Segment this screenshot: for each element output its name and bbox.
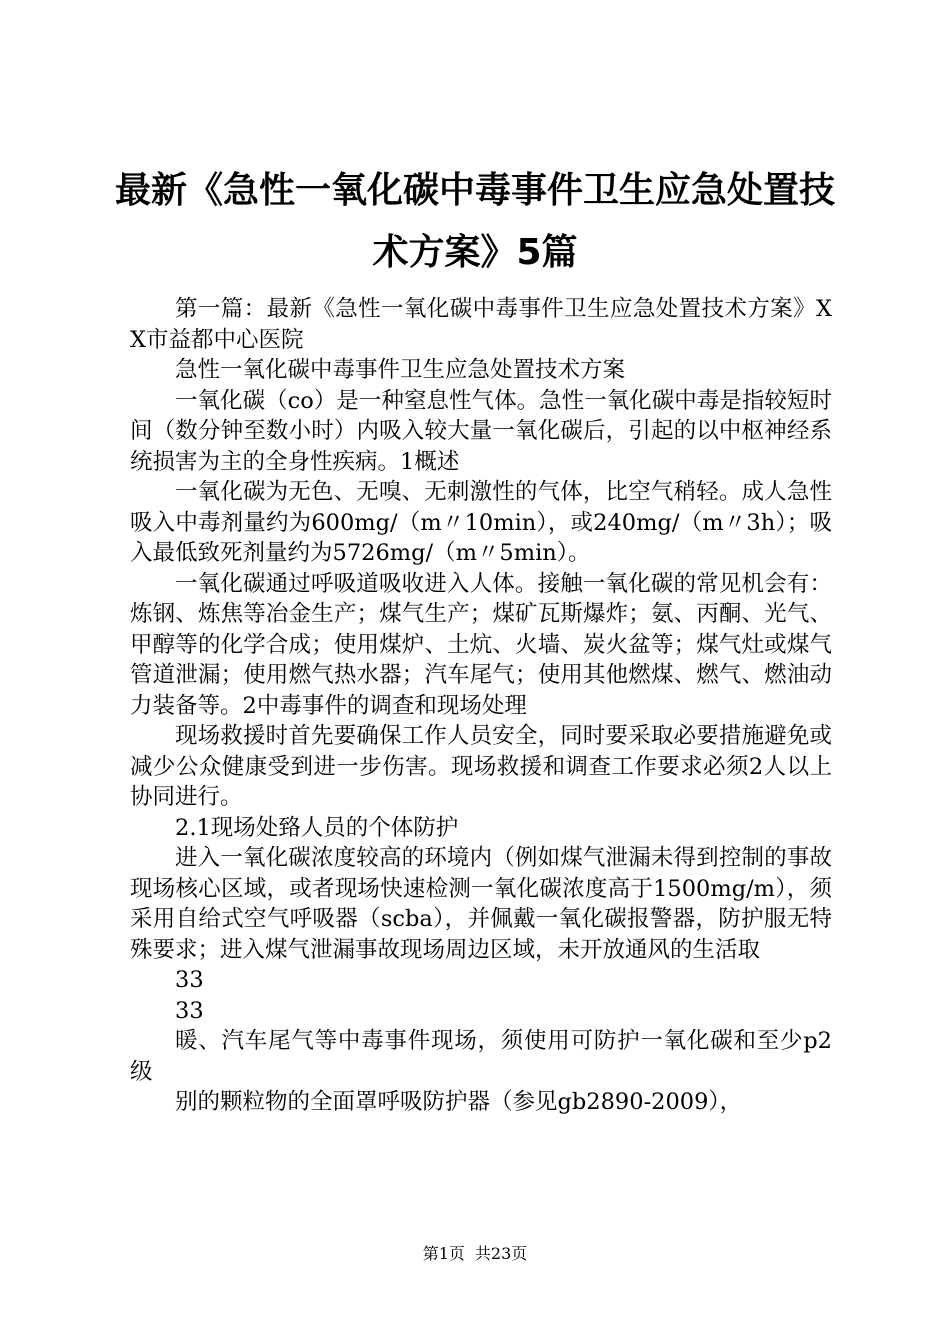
paragraph: 别的颗粒物的全面罩呼吸防护器（参见gb2890-2009）， (175, 1089, 743, 1115)
paragraph: 急性一氧化碳中毒事件卫生应急处置技术方案 (175, 357, 626, 383)
page-footer (0, 1243, 950, 1265)
paragraph: 2.1现场处臵人员的个体防护 (175, 814, 459, 841)
document-title: 最新《急性一氧化碳中毒事件卫生应急处置技术方案》5篇 (114, 170, 835, 273)
paragraph: 现场救援时首先要确保工作人员安全，同时要采取必要措施避免或减少公众健康受到进一步伤害。现场救援和调查工作要求必须2人以上协同进行。 (130, 723, 832, 810)
paragraph: 一氧化碳通过呼吸道吸收进入人体。接触一氧化碳的常见机会有：炼钢、炼焦等冶金生产；煤气生产；煤矿瓦斯爆炸；氨、丙酮、光气、甲醇等的化学合成；使用煤炉、土炕、火墙、炭火盆等；煤气灶或煤气管道泄漏；使用燃气热水器；汽车尾气；使用其他燃煤、燃气、燃油动力装备等。2中毒事件的调查和现场处理 (130, 570, 832, 719)
paragraph: 33 (175, 997, 204, 1024)
paragraph: 第一篇：最新《急性一氧化碳中毒事件卫生应急处置技术方案》XX市益都中心医院 (130, 296, 832, 353)
paragraph: 暖、汽车尾气等中毒事件现场，须使用可防护一氧化碳和至少p2级 (130, 1028, 832, 1085)
paragraph: 一氧化碳（co）是一种窒息性气体。急性一氧化碳中毒是指较短时间（数分钟至数小时）内吸入较大量一氧化碳后，引起的以中枢神经系统损害为主的全身性疾病。1概述 (130, 387, 832, 475)
paragraph: 33 (175, 967, 204, 993)
page-number: 第1页 (422, 1244, 465, 1263)
paragraph: 进入一氧化碳浓度较高的环境内（例如煤气泄漏未得到控制的事故现场核心区域，或者现场快速检测一氧化碳浓度高于1500mg/m），须采用自给式空气呼吸器（scba），并佩戴一氧化碳报警器，防护服无特殊要求；进入煤气泄漏事故现场周边区域，未开放通风的生活取 (130, 845, 832, 963)
document-body (130, 294, 832, 1118)
paragraph: 一氧化碳为无色、无嗅、无刺激性的气体，比空气稍轻。成人急性吸入中毒剂量约为600mg/（m〃10min），或240mg/（m〃3h）；吸入最低致死剂量约为5726mg/（m〃5min）。 (130, 479, 832, 566)
page-total: 共23页 (474, 1244, 528, 1263)
